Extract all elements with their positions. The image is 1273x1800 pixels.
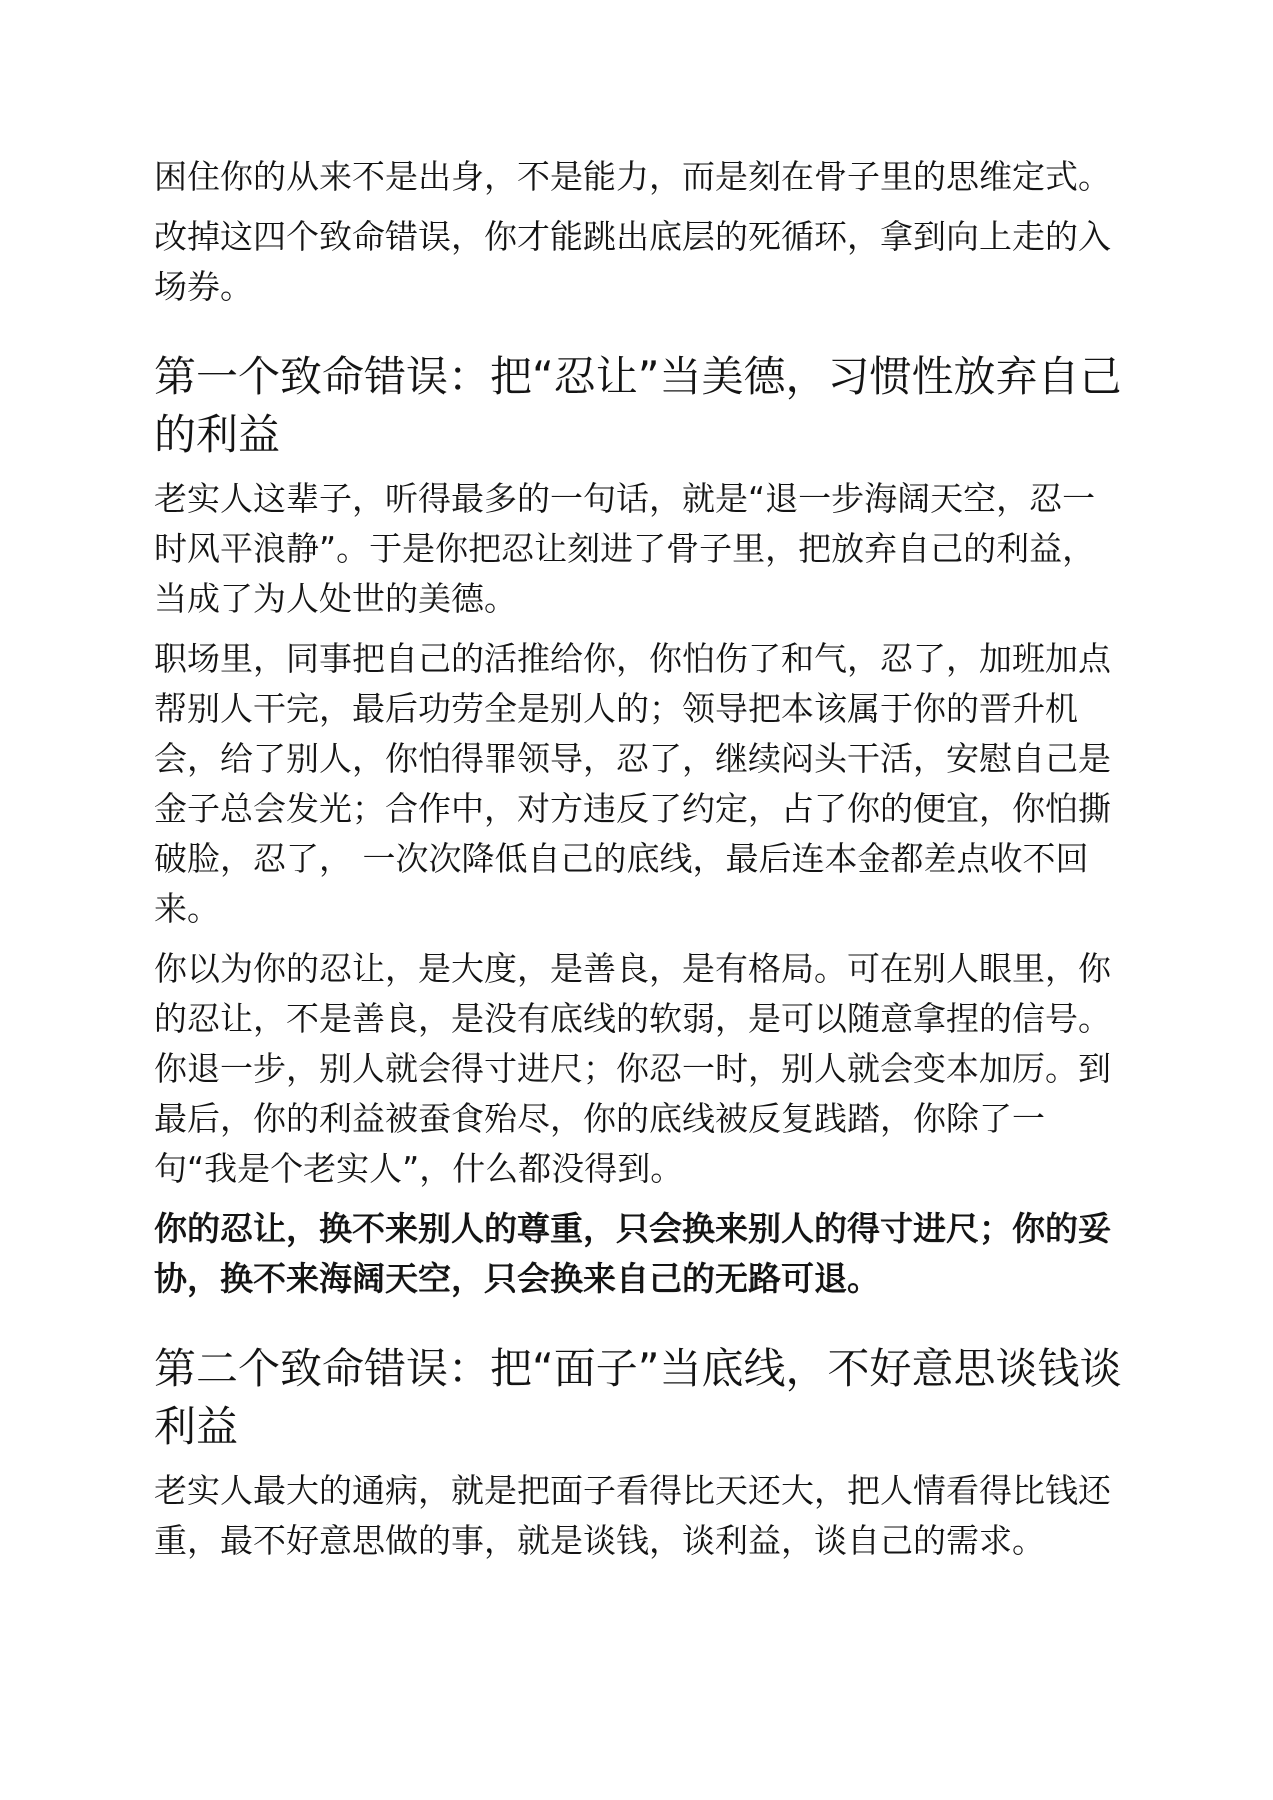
document-page	[154, 152, 1124, 1566]
section-1-paragraph-3: 你以为你的忍让，是大度，是善良，是有格局。可在别人眼里，你的忍让，不是善良，是没有底线的软弱，是可以随意拿捏的信号。你退一步，别人就会得寸进尺；你忍一时，别人就会变本加厉。到最后，你的利益被蚕食殆尽，你的底线被反复践踏，你除了一句“我是个老实人”，什么都没得到。	[154, 949, 1111, 1188]
section-1-paragraph-1: 老实人这辈子，听得最多的一句话，就是“退一步海阔天空，忍一时风平浪静”。于是你把忍让刻进了骨子里，把放弃自己的利益，当成了为人处世的美德。	[154, 479, 1096, 618]
section-2-paragraph-1: 老实人最大的通病，就是把面子看得比天还大，把人情看得比钱还重，最不好意思做的事，就是谈钱，谈利益，谈自己的需求。	[154, 1471, 1111, 1560]
section-1-paragraph-2: 职场里，同事把自己的活推给你，你怕伤了和气，忍了，加班加点帮别人干完，最后功劳全是别人的；领导把本该属于你的晋升机会，给了别人，你怕得罪领导，忍了，继续闷头干活，安慰自己是金子总会发光；合作中，对方违反了约定，占了你的便宜，你怕撕破脸，忍了， 一次次降低自己的底线，最后连本金都差点收不回来。	[154, 639, 1111, 928]
intro-paragraph-1: 困住你的从来不是出身，不是能力，而是刻在骨子里的思维定式。	[154, 157, 1111, 196]
section-2-heading: 第二个致命错误：把“面子”当底线，不好意思谈钱谈利益	[154, 1344, 1122, 1451]
section-1-heading: 第一个致命错误：把“忍让”当美德，习惯性放弃自己的利益	[154, 352, 1122, 459]
section-1-emphasis: 你的忍让，换不来别人的尊重，只会换来别人的得寸进尺；你的妥协，换不来海阔天空，只会换来自己的无路可退。	[154, 1209, 1111, 1298]
intro-paragraph-2: 改掉这四个致命错误，你才能跳出底层的死循环，拿到向上走的入场券。	[154, 217, 1111, 306]
